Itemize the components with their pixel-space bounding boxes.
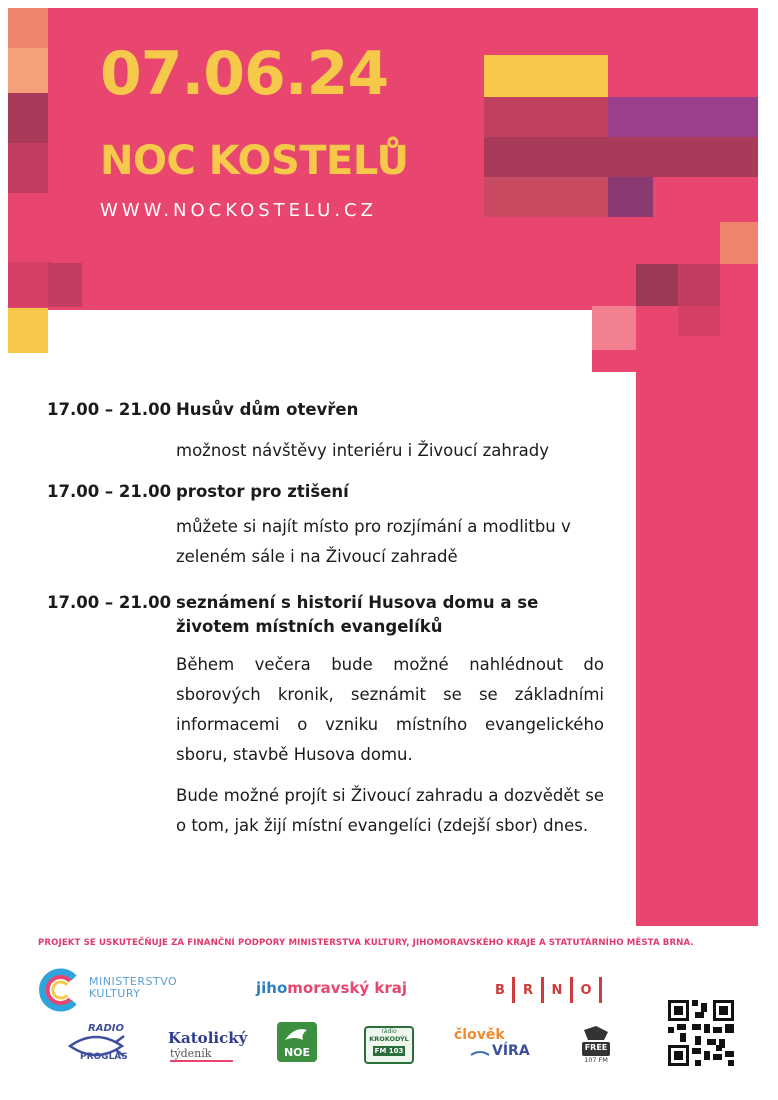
ministry-c-icon (36, 966, 84, 1014)
radio-label: RADIO (88, 1023, 124, 1034)
event-title: NOC KOSTELŮ (100, 138, 409, 184)
ministry-name: MINISTERSTVO KULTURY (89, 975, 178, 1000)
wave-icon (470, 1046, 490, 1058)
event-date: 07.06.24 (100, 39, 389, 109)
program-title: seznámení s historií Husova domu a se životem místních evangelíků (176, 593, 539, 636)
program-title: Husův dům otevřen (176, 400, 359, 419)
tydenik-label: týdeník (170, 1047, 233, 1062)
program-text: Během večera bude možné nahlédnout do sborových kronik, seznámit se se základními informacemi o vzniku místního evangelického sboru, stavbě Husova domu. (176, 655, 604, 764)
proglas-label: PROGLAS (80, 1052, 128, 1062)
noe-logo: NOE (277, 1022, 317, 1062)
qr-code[interactable] (668, 1000, 734, 1066)
brno-logo: B R N O (488, 976, 602, 1004)
qr-code-icon (668, 1000, 734, 1066)
radio-krokodyl-logo: rádio KROKODÝL FM 103 (364, 1026, 414, 1064)
clovek-label: člověk (454, 1027, 505, 1043)
katolicky-tydenik-logo: Katolický (168, 1029, 248, 1047)
ministry-logo (36, 966, 84, 1014)
program-time: 17.00 – 21.00 (47, 482, 172, 501)
vira-label: VÍRA (492, 1043, 530, 1059)
noe-dove-icon (277, 1022, 317, 1048)
program-text: Bude možné projít si Živoucí zahradu a dozvědět se o tom, jak žijí místní evangelíci (zdejší sbor) dnes. (176, 786, 604, 835)
jihomoravsky-kraj-logo: jihomoravský kraj (256, 979, 408, 997)
program-time: 17.00 – 21.00 (47, 400, 172, 419)
funding-note: PROJEKT SE USKUTEČŇUJE ZA FINANČNÍ PODPORY MINISTERSTVA KULTURY, JIHOMORAVSKÉHO KRAJE A STATUTÁRNÍHO MĚSTA BRNA. (38, 938, 694, 948)
event-url[interactable]: WWW.NOCKOSTELU.CZ (100, 200, 377, 221)
free-radio-logo: FREE 107 FM (576, 1024, 616, 1064)
program-text: můžete si najít místo pro rozjímání a modlitbu v zeleném sále i na Živoucí zahradě (176, 517, 571, 566)
program-title: prostor pro ztišení (176, 482, 349, 501)
program-text: možnost návštěvy interiéru i Živoucí zahrady (176, 441, 549, 460)
program-time: 17.00 – 21.00 (47, 593, 172, 612)
